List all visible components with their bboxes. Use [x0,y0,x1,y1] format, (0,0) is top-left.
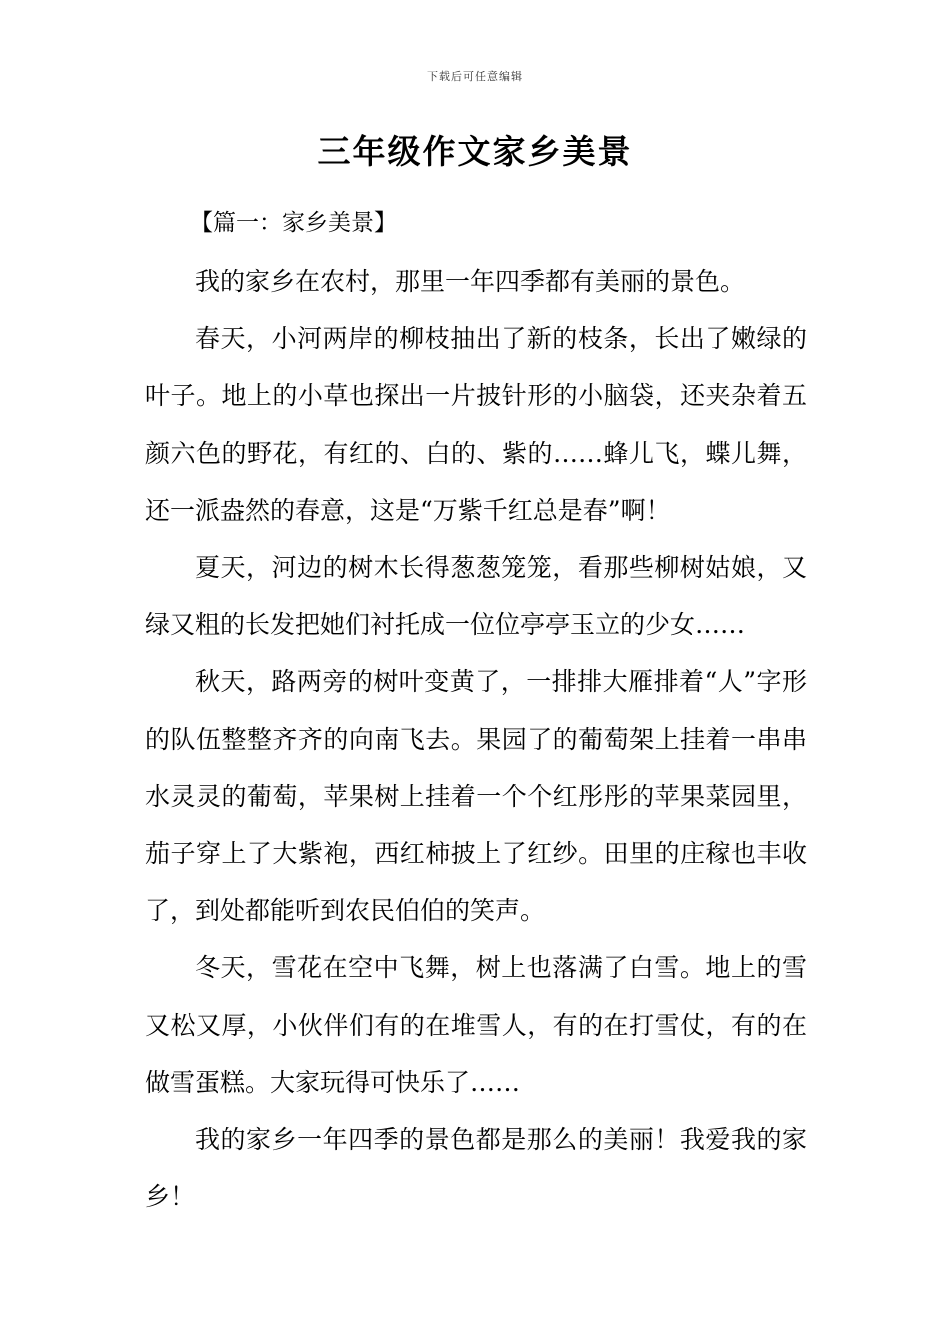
paragraph-intro: 我的家乡在农村，那里一年四季都有美丽的景色。 [195,267,746,296]
paragraph-spring: 春天，小河两岸的柳枝抽出了新的枝条，长出了嫩绿的叶子。地上的小草也探出一片披针形的小脑袋，还夹杂着五颜六色的野花，有红的、白的、紫的……蜂儿飞，蝶儿舞，还一派盎然的春意，这是“万紫千红总是春”啊！ [145,324,807,525]
section-heading: 【篇一：家乡美景】 [190,210,397,236]
paragraph-conclusion: 我的家乡一年四季的景色都是那么的美丽！我爱我的家乡！ [145,1125,807,1212]
document-title: 三年级作文家乡美景 [317,132,633,171]
essay-body [145,253,807,1225]
paragraph-summer: 夏天，河边的树木长得葱葱笼笼，看那些柳树姑娘，又绿又粗的长发把她们衬托成一位位亭亭玉立的少女…… [145,553,807,640]
paragraph-autumn: 秋天，路两旁的树叶变黄了，一排排大雁排着“人”字形的队伍整整齐齐的向南飞去。果园了的葡萄架上挂着一串串水灵灵的葡萄，苹果树上挂着一个个红彤彤的苹果菜园里，茄子穿上了大紫袍，西红柿披上了红纱。田里的庄稼也丰收了，到处都能听到农民伯伯的笑声。 [145,667,807,926]
paragraph-winter: 冬天，雪花在空中飞舞，树上也落满了白雪。地上的雪又松又厚，小伙伴们有的在堆雪人，有的在打雪仗，有的在做雪蛋糕。大家玩得可快乐了…… [145,953,807,1097]
header-note: 下载后可任意编辑 [427,70,523,83]
